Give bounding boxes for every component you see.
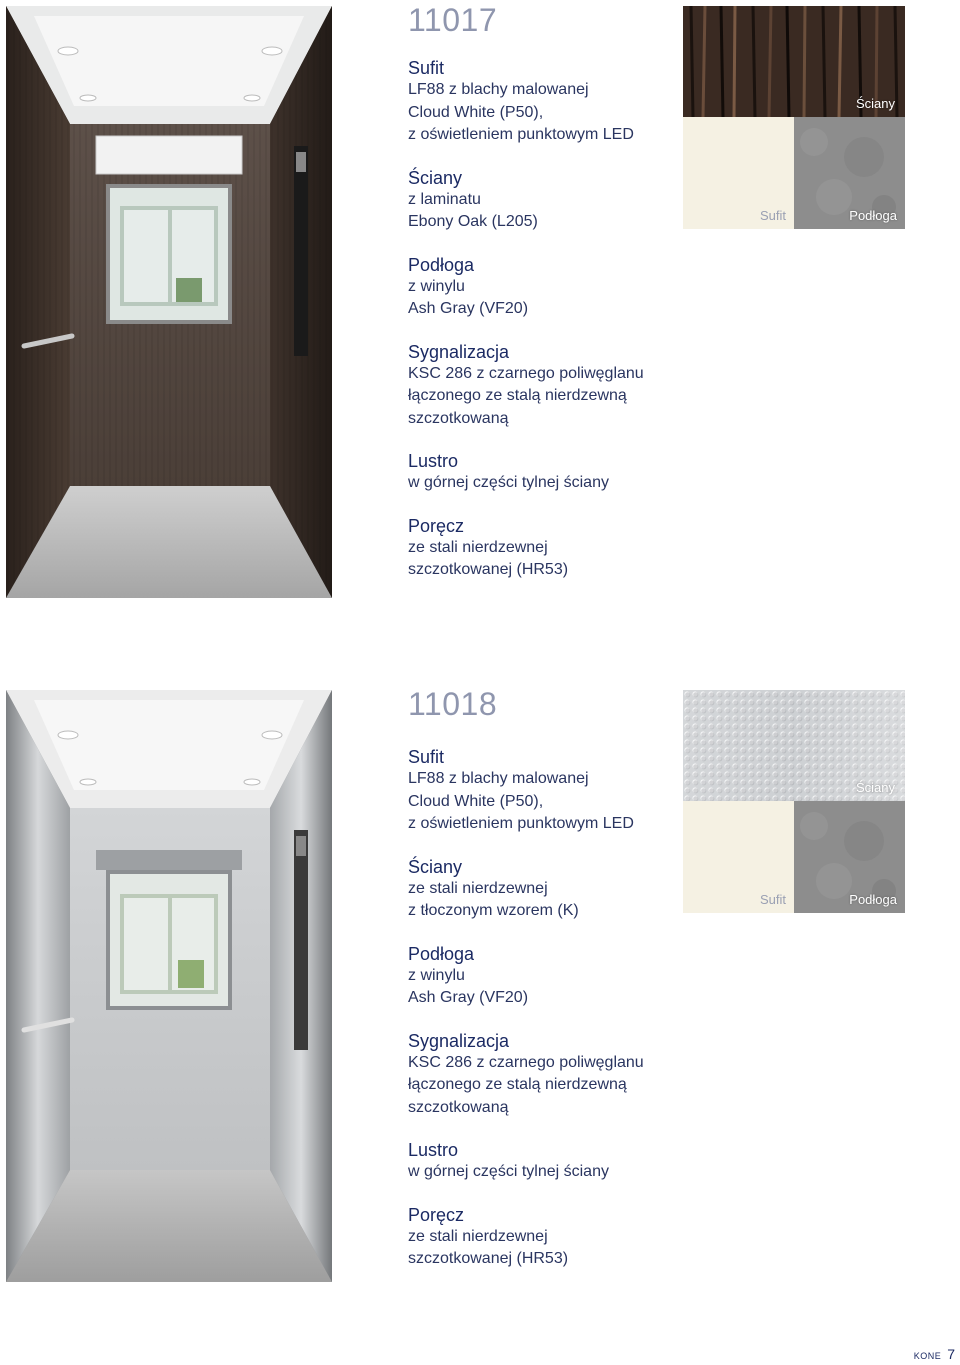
spec-list — [408, 746, 688, 1291]
spec-list — [408, 57, 688, 602]
spec-line: z winylu — [408, 966, 465, 984]
spec-title: Ściany — [408, 167, 463, 188]
spec-title: Sufit — [408, 58, 445, 78]
brand-name: KONE — [913, 1351, 942, 1361]
spec-title: Podłoga — [408, 254, 475, 275]
product-code: 11017 — [408, 2, 498, 38]
spec-line: KSC 286 z czarnego poliwęglanu — [408, 364, 644, 382]
material-swatches — [683, 6, 905, 229]
spec-ceiling — [408, 746, 688, 836]
spec-line: z winylu — [408, 277, 465, 295]
spec-line: ze stali nierdzewnej — [408, 879, 548, 897]
spec-line: Ebony Oak (L205) — [408, 213, 538, 230]
swatch-label-walls: Ściany — [855, 96, 895, 111]
walls-swatch — [683, 690, 905, 801]
spec-title: Sufit — [408, 747, 445, 767]
spec-line: szczotkowaną — [408, 1098, 509, 1116]
swatch-label-floor: Podłoga — [849, 892, 897, 907]
spec-line: ze stali nierdzewnej — [408, 538, 548, 556]
spec-mirror — [408, 1139, 688, 1184]
spec-line: LF88 z blachy malowanej — [408, 81, 589, 98]
swatch-label-ceiling: Sufit — [759, 892, 786, 907]
spec-line: szczotkowanej (HR53) — [408, 1250, 569, 1267]
spec-line: KSC 286 z czarnego poliwęglanu — [408, 1053, 644, 1071]
spec-line: szczotkowanej (HR53) — [408, 561, 569, 578]
spec-line: w górnej części tylnej ściany — [408, 474, 609, 491]
material-swatches — [683, 690, 905, 913]
spec-floor — [408, 254, 688, 321]
spec-signalization — [408, 341, 688, 431]
product-code: 11018 — [408, 686, 498, 722]
spec-handrail — [408, 1204, 688, 1271]
spec-title: Poręcz — [408, 1204, 465, 1225]
spec-line: łączonego ze stalą nierdzewną — [408, 387, 627, 404]
spec-line: Ash Gray (VF20) — [408, 300, 529, 317]
page-number: 7 — [947, 1346, 955, 1362]
spec-line: Cloud White (P50), — [408, 103, 544, 121]
spec-line: z laminatu — [408, 190, 481, 208]
floor-swatch — [794, 801, 905, 913]
elevator-photo-11017 — [6, 6, 332, 598]
elevator-photo-11018 — [6, 690, 332, 1282]
spec-line: Ash Gray (VF20) — [408, 989, 529, 1006]
spec-signalization — [408, 1030, 688, 1120]
spec-line: z oświetleniem punktowym LED — [408, 815, 634, 832]
swatch-label-walls: Ściany — [855, 780, 895, 795]
spec-line: w górnej części tylnej ściany — [408, 1163, 609, 1180]
spec-title: Lustro — [408, 451, 459, 471]
spec-walls — [408, 167, 688, 234]
spec-line: z tłoczonym wzorem (K) — [408, 902, 579, 919]
spec-title: Podłoga — [408, 943, 475, 964]
spec-title: Sygnalizacja — [408, 341, 510, 362]
spec-line: Cloud White (P50), — [408, 792, 544, 810]
spec-title: Lustro — [408, 1140, 459, 1160]
spec-line: z oświetleniem punktowym LED — [408, 126, 634, 143]
spec-title: Poręcz — [408, 515, 465, 536]
spec-handrail — [408, 515, 688, 582]
spec-title: Ściany — [408, 856, 463, 877]
spec-line: LF88 z blachy malowanej — [408, 770, 589, 787]
ceiling-swatch — [683, 117, 794, 229]
spec-line: ze stali nierdzewnej — [408, 1227, 548, 1245]
spec-ceiling — [408, 57, 688, 147]
spec-title: Sygnalizacja — [408, 1030, 510, 1051]
swatch-label-ceiling: Sufit — [759, 208, 786, 223]
page-footer — [914, 1346, 955, 1362]
spec-walls — [408, 856, 688, 923]
spec-line: łączonego ze stalą nierdzewną — [408, 1076, 627, 1093]
spec-mirror — [408, 450, 688, 495]
spec-floor — [408, 943, 688, 1010]
walls-swatch — [683, 6, 905, 117]
swatch-label-floor: Podłoga — [849, 208, 897, 223]
spec-line: szczotkowaną — [408, 409, 509, 427]
ceiling-swatch — [683, 801, 794, 913]
floor-swatch — [794, 117, 905, 229]
